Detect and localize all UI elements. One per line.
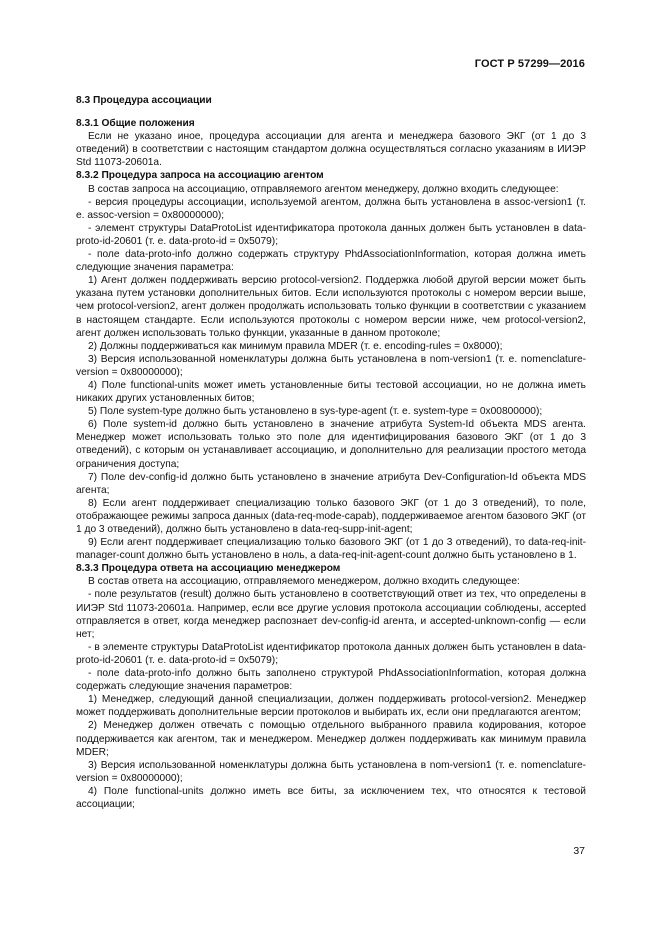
page-number: 37 xyxy=(573,845,585,857)
subsection-heading-8-3-1: 8.3.1 Общие положения xyxy=(76,118,195,130)
paragraph: В состав запроса на ассоциацию, отправляемого агентом менеджеру, должно входить следующее: xyxy=(88,183,559,195)
document-header: ГОСТ Р 57299—2016 xyxy=(474,58,585,70)
paragraph: Если не указано иное, процедура ассоциации для агента и менеджера базового ЭКГ (от 1 до 3 отведений) в соответствии с настоящим стандартом должна осуществляться согласно указаниям в ИИЭР Std 11073-20601a. xyxy=(76,131,586,169)
subsection-heading-8-3-3: 8.3.3 Процедура ответа на ассоциацию менеджером xyxy=(76,563,341,575)
numbered-item: 3) Версия использованной номенклатуры должна быть установлена в nom-version1 (т. е. nomenclature-version = 0x80000000); xyxy=(76,353,586,378)
numbered-item: 6) Поле system-id должно быть установлено в значение атрибута System-Id объекта MDS агента. Менеджер может использовать только это поле для идентифицирования базового ЭКГ (от 1 до 3 отведений), с которым он устанавливает ассоциацию, и дополнительно для реализации простого метода ограничения доступа; xyxy=(76,419,586,470)
numbered-item: 9) Если агент поддерживает специализацию только базового ЭКГ (от 1 до 3 отведений), то data-req-init-manager-count должно быть установлено в ноль, а data-req-init-agent-count должно быть установлено в 1. xyxy=(76,537,586,562)
list-item: - поле data-proto-info должно быть заполнено структурой PhdAssociationInformation, которая должна содержать следующие значения параметров: xyxy=(76,668,586,693)
numbered-item: 8) Если агент поддерживает специализацию только базового ЭКГ (от 1 до 3 отведений), то поле, отображающее режимы запроса данных (data-req-mode-capab), поддерживаемое агентом базового ЭКГ (от 1 до 3 отведений), должно быть установлено в data-req-supp-init-agent; xyxy=(76,497,586,535)
list-item: - версия процедуры ассоциации, используемой агентом, должна быть установлена в assoc-version1 (т. е. assoc-version = 0x80000000); xyxy=(76,196,586,221)
section-heading-8-3: 8.3 Процедура ассоциации xyxy=(76,95,212,106)
numbered-item: 5) Поле system-type должно быть установлено в sys-type-agent (т. е. system-type = 0x00800000); xyxy=(88,406,543,418)
list-item: - элемент структуры DataProtoList идентификатора протокола данных должен быть установлен в data-proto-id-20601 (т. е. data-proto-id = 0x5079); xyxy=(76,222,586,247)
numbered-item: 4) Поле functional-units может иметь установленные биты тестовой ассоциации, но не должна иметь никаких других установленных битов; xyxy=(76,379,586,405)
numbered-item: 7) Поле dev-config-id должно быть установлено в значение атрибута Dev-Configuration-Id объекта MDS агента; xyxy=(76,471,586,496)
numbered-item: 2) Менеджер должен отвечать с помощью отдельного выбранного правила кодирования, которое поддерживается как агентом, так и менеджером. Менеджер должен поддерживать как минимум правила MDER; xyxy=(76,720,586,758)
numbered-item: 1) Агент должен поддерживать версию protocol-version2. Поддержка любой другой версии может быть указана путем установки дополнительных битов. Если используются протоколы с номером версии выше, чем protocol-version2, агент должен продолжать использовать только функции в соответствии с указанием в настоящем стандарте. Если используются протоколы с номером версии ниже, чем protocol-version2, агент должен использовать только функции, указанные в данном протоколе; xyxy=(76,275,586,339)
paragraph: В состав ответа на ассоциацию, отправляемого менеджером, должно входить следующее: xyxy=(88,576,520,588)
list-item: - поле результатов (result) должно быть установлено в соответствующий ответ из тех, что определены в ИИЭР Std 11073-20601a. Например, если все другие условия протокола ассоциации соблюдены, accepted отправляется в ответ, когда менеджер распознает dev-config-id агента, и accepted-unknown-config — если нет; xyxy=(76,589,586,640)
numbered-item: 2) Должны поддерживаться как минимум правила MDER (т. е. encoding-rules = 0x8000); xyxy=(88,340,503,352)
document-body xyxy=(76,94,586,811)
list-item: - в элементе структуры DataProtoList идентификатор протокола данных должен быть установлен в data-proto-id-20601 (т. е. data-proto-id = 0x5079); xyxy=(76,641,586,666)
numbered-item: 1) Менеджер, следующий данной специализации, должен поддерживать protocol-version2. Менеджер может поддерживать дополнительные версии протоколов и выбирать их, если они предлагаются агентом; xyxy=(76,694,586,719)
numbered-item: 4) Поле functional-units должно иметь все биты, за исключением тех, что относятся к тестовой ассоциации; xyxy=(76,785,586,810)
numbered-item: 3) Версия использованной номенклатуры должна быть установлена в nom-version1 (т. е. nomenclature-version = 0x80000000); xyxy=(76,759,586,784)
subsection-heading-8-3-2: 8.3.2 Процедура запроса на ассоциацию агентом xyxy=(76,170,324,182)
list-item: - поле data-proto-info должно содержать структуру PhdAssociationInformation, которая должна иметь следующие значения параметра: xyxy=(76,249,586,274)
